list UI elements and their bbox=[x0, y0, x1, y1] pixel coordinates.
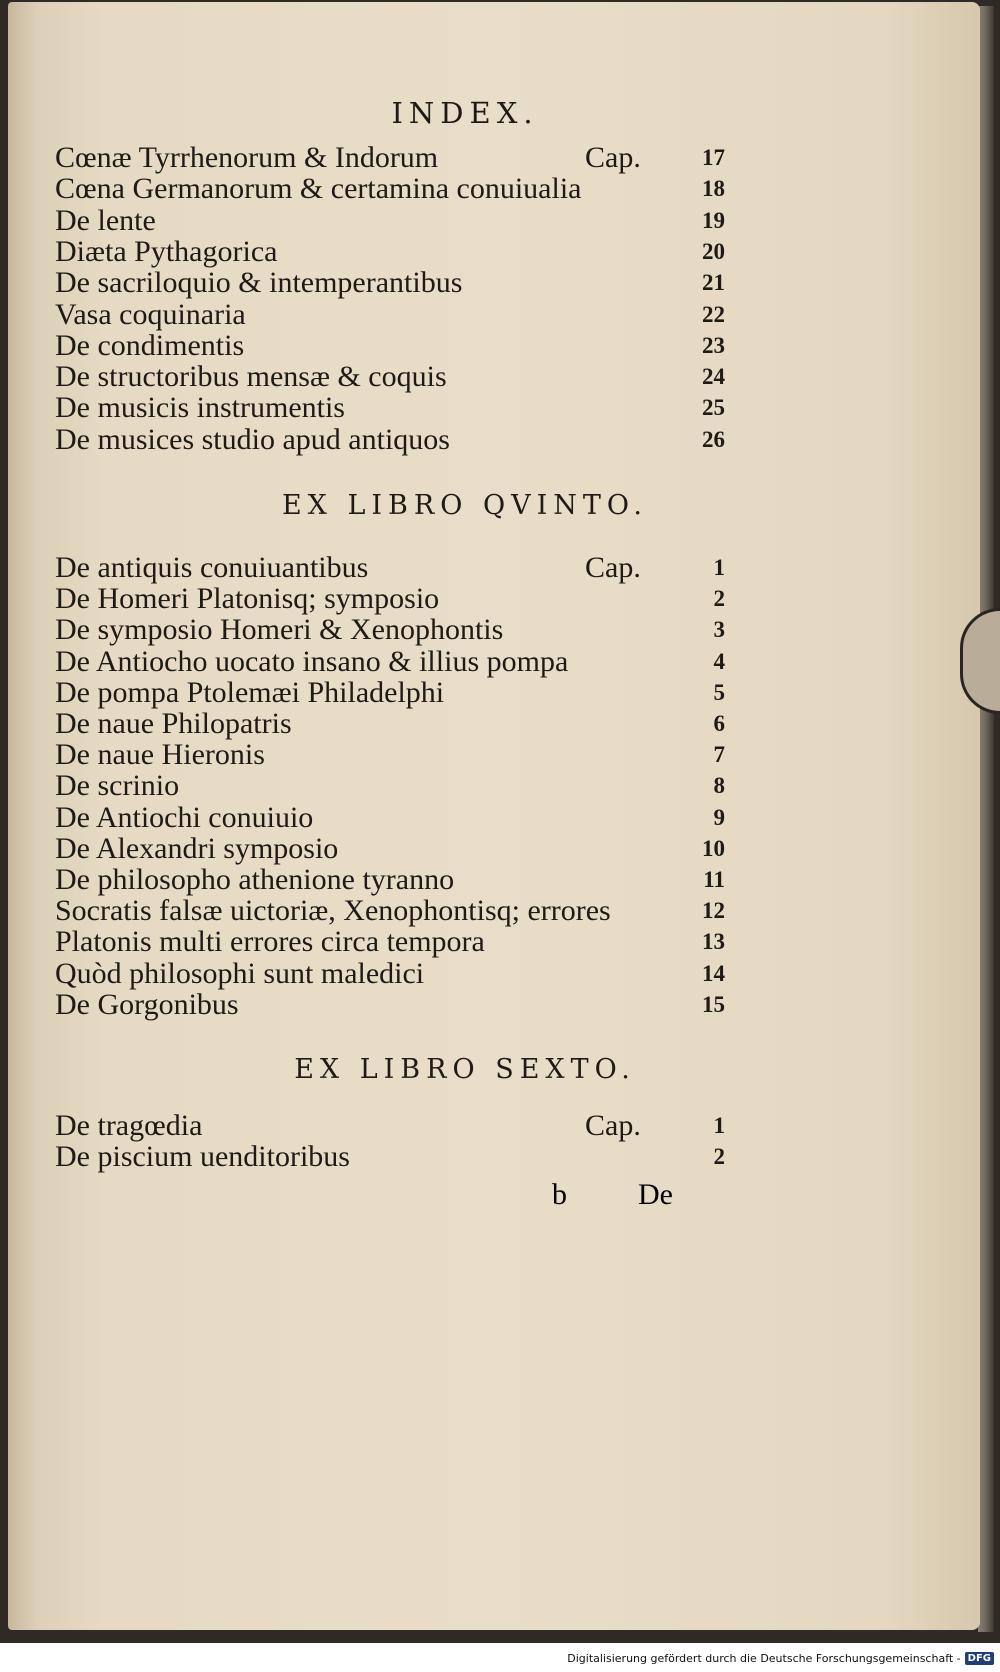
entry-cap-label: Cap. bbox=[585, 141, 641, 174]
dfg-logo: DFG bbox=[965, 1652, 994, 1665]
entry-chapter-number: 14 bbox=[702, 960, 725, 986]
footer-credit bbox=[567, 1649, 994, 1667]
entry-chapter-number: 1 bbox=[713, 555, 725, 580]
entry-title: De tragœdia bbox=[55, 1109, 203, 1142]
catchword: De bbox=[638, 1178, 673, 1211]
entry-chapter-number: 1 bbox=[713, 1113, 725, 1138]
page-edge bbox=[978, 6, 994, 1632]
entry-title: De lente bbox=[55, 203, 156, 237]
index-entry bbox=[55, 958, 725, 990]
index-entry bbox=[55, 1110, 725, 1142]
entry-chapter-number: 2 bbox=[713, 1144, 725, 1169]
index-entry bbox=[55, 299, 725, 331]
entry-chapter-number: 3 bbox=[713, 617, 725, 643]
index-entry bbox=[55, 864, 725, 896]
entry-title: De Antiocho uocato insano & illius pompa bbox=[55, 644, 569, 678]
entry-chapter-number: 7 bbox=[713, 742, 725, 768]
entry-title: Cœnæ Tyrrhenorum & Indorum bbox=[55, 141, 439, 174]
section-heading: EX LIBRO QVINTO. bbox=[281, 490, 649, 521]
index-entry bbox=[55, 330, 725, 362]
entry-title: De scrinio bbox=[55, 769, 180, 803]
index-entry bbox=[55, 926, 725, 958]
entry-chapter-number: 25 bbox=[702, 395, 725, 421]
index-entry bbox=[55, 614, 725, 646]
entry-chapter-number: 5 bbox=[713, 679, 725, 705]
index-entry bbox=[55, 708, 725, 740]
entry-chapter-number: 9 bbox=[713, 804, 725, 830]
entry-title: Platonis multi errores circa tempora bbox=[55, 925, 485, 959]
entry-title: De musices studio apud antiquos bbox=[55, 422, 450, 456]
entry-chapter-number: 10 bbox=[702, 835, 725, 861]
entry-title: De musicis instrumentis bbox=[55, 391, 345, 425]
index-entry bbox=[55, 739, 725, 771]
index-entry bbox=[55, 583, 725, 615]
index-entry bbox=[55, 895, 725, 927]
entry-title: De naue Hieronis bbox=[55, 738, 265, 772]
section-heading: EX LIBRO SEXTO. bbox=[294, 1054, 636, 1085]
entry-chapter-number: 12 bbox=[702, 898, 725, 924]
entry-title: De Gorgonibus bbox=[55, 987, 239, 1021]
entry-chapter-number: 2 bbox=[713, 586, 725, 612]
entry-chapter-number: 23 bbox=[702, 332, 725, 358]
entry-cap-label: Cap. bbox=[585, 1109, 641, 1142]
index-entry bbox=[55, 677, 725, 709]
entry-title: De condimentis bbox=[55, 328, 245, 362]
entry-chapter-number: 4 bbox=[713, 648, 725, 674]
entry-title: Quòd philosophi sunt maledici bbox=[55, 956, 425, 990]
index-entry bbox=[55, 989, 725, 1021]
index-entry bbox=[55, 142, 725, 174]
entry-title: Cœna Germanorum & certamina conuiualia bbox=[55, 172, 582, 206]
entry-chapter-number: 18 bbox=[702, 176, 725, 202]
entry-chapter-number: 21 bbox=[702, 270, 725, 296]
index-entry bbox=[55, 802, 725, 834]
entry-title: De sacriloquio & intemperantibus bbox=[55, 266, 463, 300]
index-entry bbox=[55, 392, 725, 424]
entry-title: Diæta Pythagorica bbox=[55, 234, 278, 268]
index-entry bbox=[55, 173, 725, 205]
entry-chapter-number: 20 bbox=[702, 238, 725, 264]
entry-title: De Homeri Platonisq; symposio bbox=[55, 582, 440, 616]
entry-chapter-number: 17 bbox=[702, 145, 725, 170]
entry-chapter-number: 24 bbox=[702, 364, 725, 390]
signature-mark: b bbox=[552, 1178, 567, 1211]
index-entry bbox=[55, 361, 725, 393]
entry-title: De structoribus mensæ & coquis bbox=[55, 360, 447, 394]
index-entry bbox=[55, 1141, 725, 1173]
entry-title: Vasa coquinaria bbox=[55, 297, 246, 331]
index-heading: INDEX. bbox=[391, 96, 539, 130]
index-entry bbox=[55, 267, 725, 299]
entry-title: Socratis falsæ uictoriæ, Xenophontisq; errores bbox=[55, 894, 611, 928]
entry-title: De pompa Ptolemæi Philadelphi bbox=[55, 675, 445, 709]
entry-chapter-number: 8 bbox=[713, 773, 725, 799]
index-entry bbox=[55, 552, 725, 584]
entry-cap-label: Cap. bbox=[585, 551, 641, 584]
index-entry bbox=[55, 833, 725, 865]
entry-chapter-number: 6 bbox=[713, 711, 725, 736]
index-entry bbox=[55, 646, 725, 678]
entry-title: De philosopho athenione tyranno bbox=[55, 863, 455, 896]
entry-chapter-number: 15 bbox=[702, 991, 725, 1017]
index-entry bbox=[55, 205, 725, 237]
entry-title: De symposio Homeri & Xenophontis bbox=[55, 613, 504, 647]
entry-chapter-number: 11 bbox=[703, 867, 725, 892]
footer-text: Digitalisierung gefördert durch die Deutsche Forschungsgemeinschaft - bbox=[567, 1651, 961, 1665]
entry-title: De piscium uenditoribus bbox=[55, 1140, 350, 1173]
entry-chapter-number: 19 bbox=[702, 207, 725, 233]
entry-chapter-number: 13 bbox=[702, 929, 725, 955]
entry-chapter-number: 26 bbox=[702, 426, 725, 452]
entry-title: De naue Philopatris bbox=[55, 707, 292, 740]
entry-title: De Antiochi conuiuio bbox=[55, 800, 314, 834]
index-entry bbox=[55, 424, 725, 456]
index-entry bbox=[55, 770, 725, 802]
entry-title: De Alexandri symposio bbox=[55, 831, 339, 865]
index-entry bbox=[55, 236, 725, 268]
entry-chapter-number: 22 bbox=[702, 301, 725, 327]
entry-title: De antiquis conuiuantibus bbox=[55, 551, 369, 584]
